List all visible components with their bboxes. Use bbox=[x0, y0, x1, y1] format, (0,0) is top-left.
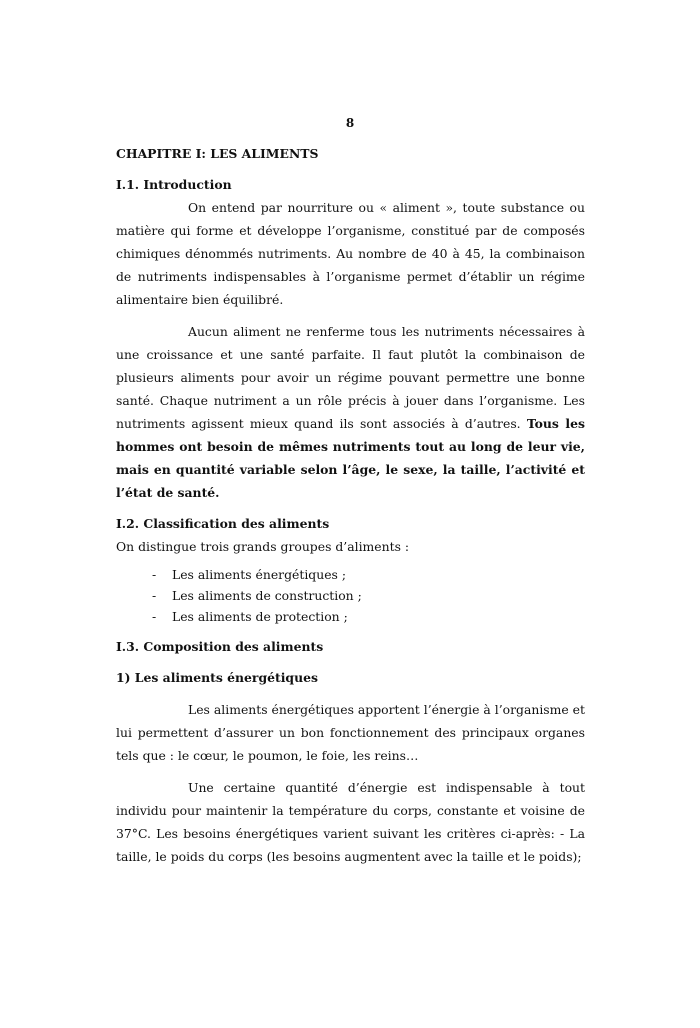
introduction-paragraph-1: On entend par nourriture ou « aliment », toute substance ou matière qui forme et développe l’organisme, constitué par de composés chimiques dénommés nutriments. Au nombre de 40 à 45, la combinaison de nutriments indispensables à l’organisme permet d’établir un régime alimentaire bien équilibré. bbox=[116, 200, 585, 307]
introduction-paragraph-2-bold-text: Tous les hommes ont besoin de mêmes nutriments tout au long de leur vie, mais en quantité variable selon l’âge, le sexe, la taille, l’activité et l’état de santé. bbox=[116, 416, 585, 500]
chapter-title: CHAPITRE I: LES ALIMENTS bbox=[116, 146, 319, 161]
bullet-dash: - bbox=[152, 609, 157, 624]
section-heading-classification: I.2. Classification des aliments bbox=[116, 516, 330, 531]
list-item-text: Les aliments de construction ; bbox=[172, 588, 362, 603]
section-heading-composition: I.3. Composition des aliments bbox=[116, 639, 324, 654]
composition-paragraph-2: Une certaine quantité d’énergie est indispensable à tout individu pour maintenir la température du corps, constante et voisine de 37°C. Les besoins énergétiques varient suivant les critères ci-après: - La taille, le poids du corps (les besoins augmentent avec la taille et le poids); bbox=[116, 780, 585, 864]
classification-list bbox=[116, 564, 585, 627]
introduction-paragraph-2-text: Aucun aliment ne renferme tous les nutriments nécessaires à une croissance et une santé parfaite. Il faut plutôt la combinaison de plusieurs aliments pour avoir un régime pouvant permettre une bonne santé. Chaque nutriment a un rôle précis à jouer dans l’organisme. Les nutriments agissent mieux quand ils sont associés à d’autres. bbox=[116, 324, 585, 431]
list-item-text: Les aliments énergétiques ; bbox=[172, 567, 347, 582]
section-heading-introduction: I.1. Introduction bbox=[116, 177, 232, 192]
list-item bbox=[152, 564, 585, 585]
bullet-dash: - bbox=[152, 567, 157, 582]
list-item-text: Les aliments de protection ; bbox=[172, 609, 348, 624]
bullet-dash: - bbox=[152, 588, 157, 603]
composition-paragraph-1: Les aliments énergétiques apportent l’énergie à l’organisme et lui permettent d’assurer un bon fonctionnement des principaux organes tels que : le cœur, le poumon, le foie, les reins… bbox=[116, 702, 585, 763]
list-item bbox=[152, 585, 585, 606]
subsection-heading-energetic-foods: 1) Les aliments énergétiques bbox=[116, 670, 318, 685]
page-number: 8 bbox=[345, 116, 355, 130]
page-content bbox=[116, 142, 585, 868]
introduction-paragraph-2 bbox=[116, 320, 585, 504]
list-item bbox=[152, 606, 585, 627]
classification-intro: On distingue trois grands groupes d’aliments : bbox=[116, 539, 410, 554]
